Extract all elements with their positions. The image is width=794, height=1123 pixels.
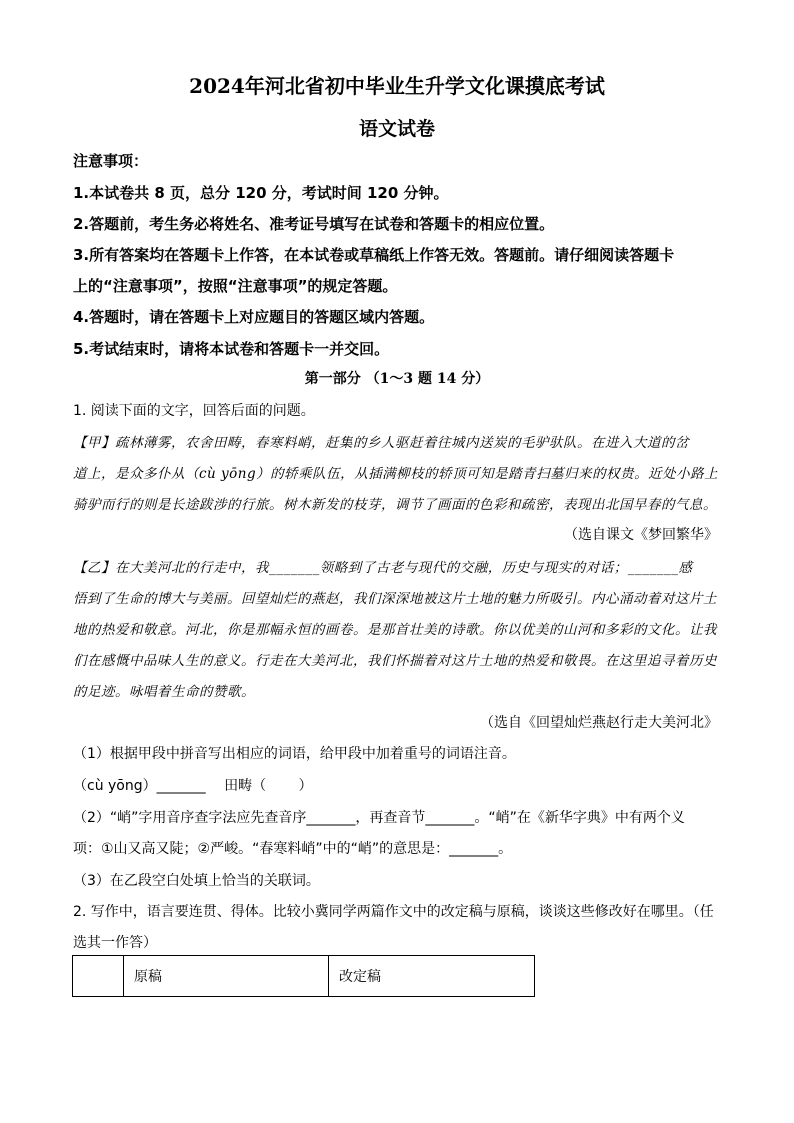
passage-yi-line: 悟到了生命的博大与美丽。回望灿烂的燕赵，我们深深地被这片土地的魅力所吸引。内心涌动着对这片土 (73, 591, 717, 607)
passage-jia-line: 【甲】疏林薄雾，农舍田畴，春寒料峭，赶集的乡人驱赶着往城内送炭的毛驴驮队。在进入大道的岔 (73, 435, 689, 451)
passage-jia-line: 道上，是众多仆从（cù yōng）的轿乘队伍，从插满柳枝的轿顶可知是踏青扫墓归来的权贵。近处小路上 (73, 466, 719, 482)
notice-item: 上的“注意事项”，按照“注意事项”的规定答题。 (73, 277, 398, 295)
table-header-original: 原稿 (124, 956, 329, 997)
sub-question: 项：①山又高又陡；②严峻。“春寒料峭”中的“峭”的意思是：_______。 (73, 841, 513, 857)
table-header-row (73, 956, 535, 997)
passage-yi-line: 地的热爱和敬意。河北，你是那幅永恒的画卷。是那首壮美的诗歌。你以优美的山河和多彩的文化。让我 (73, 622, 717, 638)
exam-subtitle: 语文试卷 (358, 118, 435, 140)
notice-item: 4.答题时，请在答题卡上对应题目的答题区域内答题。 (73, 308, 435, 326)
notice-item: 2.答题前，考生务必将姓名、准考证号填写在试卷和答题卡的相应位置。 (73, 215, 555, 233)
exam-title: 2024年河北省初中毕业生升学文化课摸底考试 (189, 74, 605, 98)
notice-item: 3.所有答案均在答题卡上作答，在本试卷或草稿纸上作答无效。答题前。请仔细阅读答题卡 (73, 246, 675, 264)
question-1-prompt: 1. 阅读下面的文字，回答后面的问题。 (73, 403, 315, 419)
sub-question: （cù yōng）_______ 田畴（ ） (73, 778, 313, 794)
question-2-prompt: 2. 写作中，语言要连贯、得体。比较小冀同学两篇作文中的改定稿与原稿，谈谈这些修改好在哪里。（任 (73, 904, 714, 920)
passage-jia-source: （选自课文《梦回繁华》 (564, 527, 718, 543)
sub-question: （2）“峭”字用音序查字法应先查音序_______，再查音节_______。“峭”在《新华字典》中有两个义 (73, 810, 685, 826)
notice-item: 5.考试结束时，请将本试卷和答题卡一并交回。 (73, 340, 390, 358)
question-2-prompt: 选其一作答） (73, 935, 157, 951)
passage-yi-line: 的足迹。咏唱着生命的赞歌。 (73, 684, 255, 700)
notice-item: 1.本试卷共 8 页，总分 120 分，考试时间 120 分钟。 (73, 184, 449, 202)
notice-heading: 注意事项： (73, 152, 149, 170)
passage-yi-line: 【乙】在大美河北的行走中，我_______领略到了古老与现代的交融，历史与现实的对话；_______感 (73, 560, 693, 576)
passage-yi-source: （选自《回望灿烂燕赵行走大美河北》 (480, 715, 718, 731)
passage-yi-line: 们在感慨中品味人生的意义。行走在大美河北，我们怀揣着对这片土地的热爱和敬畏。在这里追寻着历史 (73, 653, 717, 669)
sub-question: （1）根据甲段中拼音写出相应的词语，给甲段中加着重号的词语注音。 (73, 746, 516, 762)
comparison-table (72, 955, 535, 997)
section-heading: 第一部分 （1～3 题 14 分） (304, 371, 490, 387)
sub-question: （3）在乙段空白处填上恰当的关联词。 (73, 873, 320, 889)
passage-jia-line: 骑驴而行的则是长途跋涉的行旅。树木新发的枝芽，调节了画面的色彩和疏密，表现出北国早春的气息。 (73, 497, 717, 513)
table-header-cell (73, 956, 124, 997)
table-header-revised: 改定稿 (329, 956, 535, 997)
